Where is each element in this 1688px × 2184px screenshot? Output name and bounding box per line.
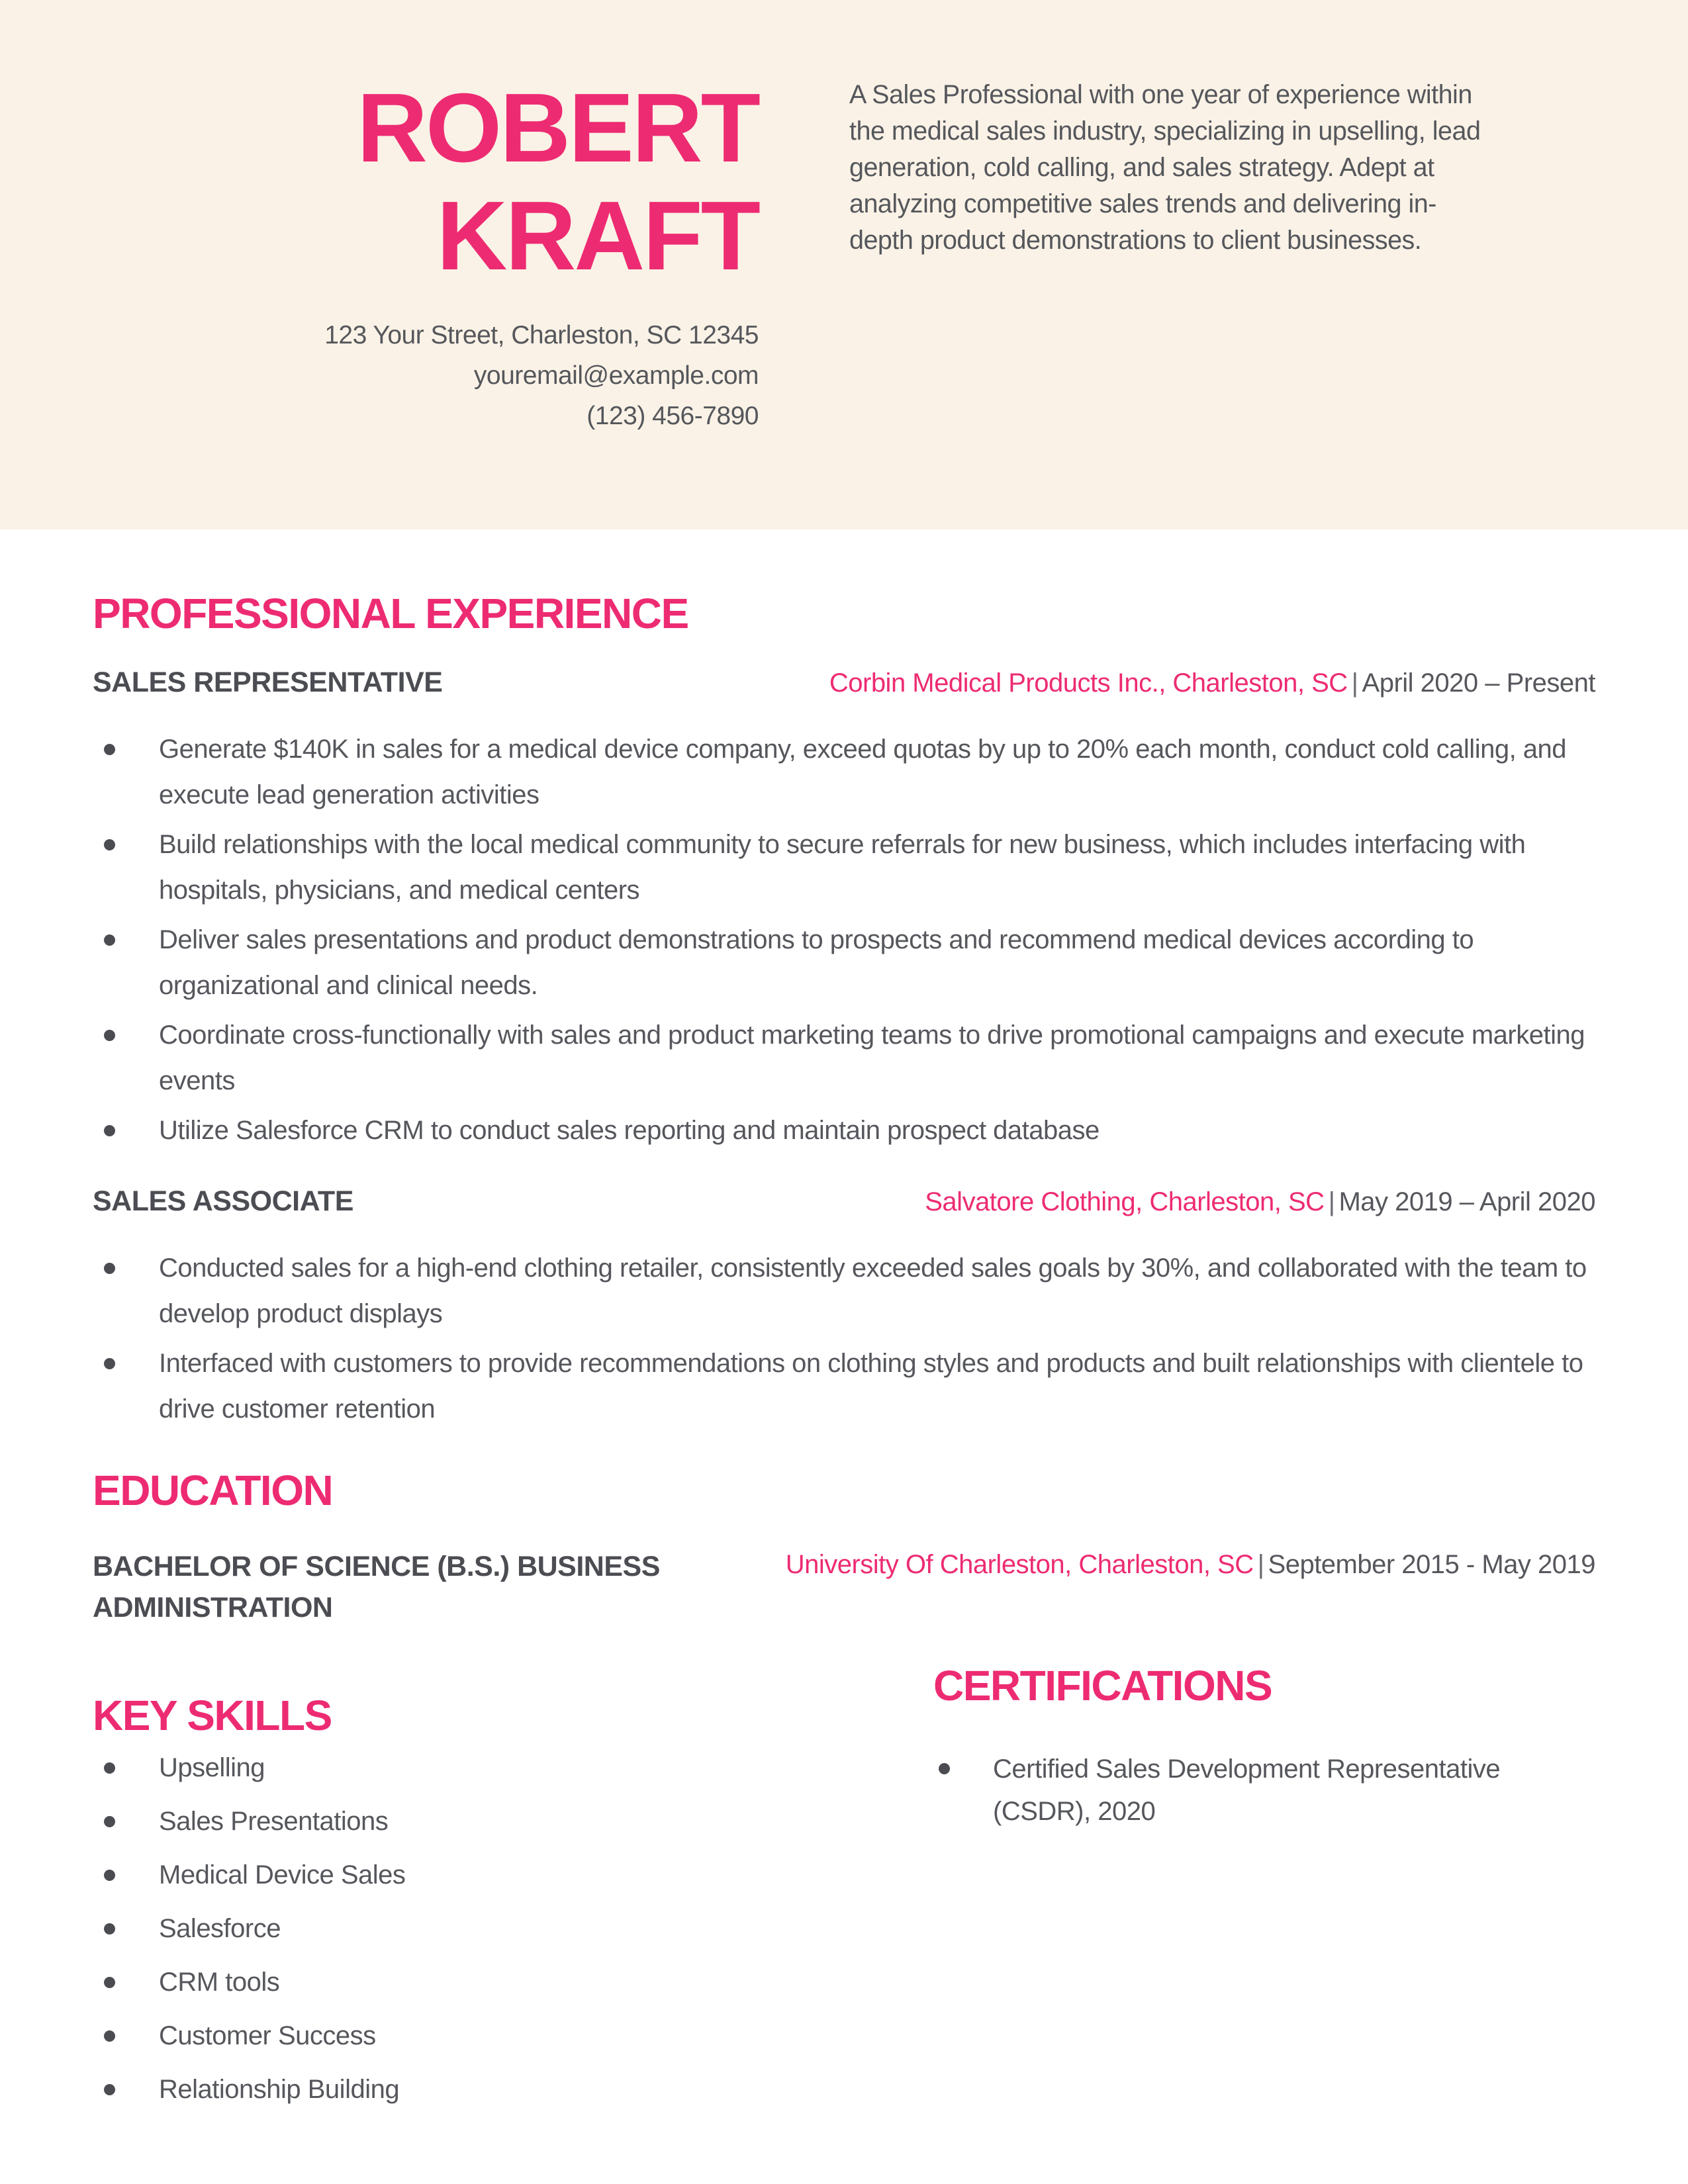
job-bullet <box>93 1341 1595 1432</box>
job-title: SALES ASSOCIATE <box>93 1185 353 1217</box>
skill-text: Upselling <box>159 1753 265 1782</box>
education-meta <box>786 1546 1595 1582</box>
education-row <box>93 1546 1595 1628</box>
header-name-column <box>93 74 759 436</box>
job-bullet <box>93 917 1595 1009</box>
candidate-first-name: ROBERT <box>357 73 759 183</box>
job-header-row <box>93 665 1595 700</box>
job-bullet <box>93 822 1595 913</box>
contact-address: 123 Your Street, Charleston, SC 12345 <box>324 321 759 349</box>
skills-list <box>93 1752 933 2105</box>
certification-item <box>933 1748 1595 1833</box>
summary-paragraph: A Sales Professional with one year of experience within the medical sales industry, specializing in upselling, lead generation, cold calling, and sales strategy. Adept at analyzing competitive sales trends and delivering in-depth product demonstrations to client businesses. <box>849 80 1481 255</box>
skill-text: Salesforce <box>159 1914 281 1943</box>
resume-body <box>0 592 1688 2128</box>
job-bullet-text: Build relationships with the local medical community to secure referrals for new business, which includes interfacing with hospitals, physicians, and medical centers <box>159 830 1526 905</box>
contact-phone: (123) 456-7890 <box>586 402 759 430</box>
job-bullet-text: Interfaced with customers to provide recommendations on clothing styles and products and built relationships with clientele to drive customer retention <box>159 1349 1583 1424</box>
job-dates: April 2020 – Present <box>1362 668 1595 698</box>
skill-item <box>93 2074 933 2105</box>
job-bullet-text: Utilize Salesforce CRM to conduct sales reporting and maintain prospect database <box>159 1116 1100 1145</box>
section-heading-experience: PROFESSIONAL EXPERIENCE <box>93 590 688 637</box>
school-name: University Of Charleston, Charleston, SC <box>785 1550 1254 1579</box>
bottom-columns <box>93 1628 1595 2128</box>
section-heading-education: EDUCATION <box>93 1467 333 1514</box>
candidate-name <box>93 74 759 290</box>
header-banner <box>0 0 1688 529</box>
contact-email: youremail@example.com <box>473 361 759 390</box>
job-separator: | <box>1328 1187 1335 1216</box>
job-header-row <box>93 1184 1595 1219</box>
job-bullet-text: Deliver sales presentations and product demonstrations to prospects and recommend medical devices according to organizational and clinical needs. <box>159 925 1474 1000</box>
job-bullet-list <box>93 727 1595 1154</box>
job-sales-associate <box>93 1184 1595 1432</box>
contact-block <box>93 315 759 436</box>
job-bullet-list <box>93 1246 1595 1432</box>
skill-item <box>93 1967 933 1997</box>
certification-text: Certified Sales Development Representative (CSDR), 2020 <box>993 1754 1501 1826</box>
skill-item <box>93 1913 933 1944</box>
job-meta <box>829 666 1595 700</box>
job-company: Salvatore Clothing, Charleston, SC <box>925 1187 1325 1216</box>
job-separator: | <box>1351 668 1358 698</box>
job-bullet <box>93 1013 1595 1104</box>
skill-item <box>93 1860 933 1890</box>
job-bullet <box>93 727 1595 818</box>
job-sales-representative <box>93 665 1595 1154</box>
job-bullet-text: Coordinate cross-functionally with sales and product marketing teams to drive promotional campaigns and execute marketing events <box>159 1021 1585 1095</box>
candidate-last-name: KRAFT <box>436 181 759 291</box>
section-heading-key-skills: KEY SKILLS <box>93 1692 332 1739</box>
job-bullet <box>93 1246 1595 1337</box>
skill-text: Customer Success <box>159 2021 376 2050</box>
skill-text: Sales Presentations <box>159 1807 389 1836</box>
key-skills-section <box>93 1628 933 2128</box>
job-meta <box>925 1185 1595 1219</box>
job-bullet <box>93 1108 1595 1154</box>
certifications-section <box>933 1628 1595 1833</box>
section-heading-certifications: CERTIFICATIONS <box>933 1662 1272 1709</box>
education-dates: September 2015 - May 2019 <box>1268 1550 1595 1579</box>
certifications-list <box>933 1748 1595 1833</box>
job-dates: May 2019 – April 2020 <box>1338 1187 1595 1216</box>
skill-item <box>93 1752 933 1783</box>
skill-text: CRM tools <box>159 1968 280 1997</box>
job-bullet-text: Conducted sales for a high-end clothing retailer, consistently exceeded sales goals by 30%, and collaborated with the team to develop product displays <box>159 1253 1587 1328</box>
education-separator: | <box>1257 1550 1264 1579</box>
degree-title: BACHELOR OF SCIENCE (B.S.) BUSINESS ADMINISTRATION <box>93 1551 660 1623</box>
skill-text: Relationship Building <box>159 2075 400 2104</box>
skill-item <box>93 1806 933 1837</box>
skill-text: Medical Device Sales <box>159 1860 406 1889</box>
job-bullet-text: Generate $140K in sales for a medical device company, exceed quotas by up to 20% each month, conduct cold calling, and execute lead generation activities <box>159 735 1567 809</box>
job-title: SALES REPRESENTATIVE <box>93 666 443 698</box>
skill-item <box>93 2021 933 2051</box>
job-company: Corbin Medical Products Inc., Charleston, SC <box>829 668 1348 698</box>
